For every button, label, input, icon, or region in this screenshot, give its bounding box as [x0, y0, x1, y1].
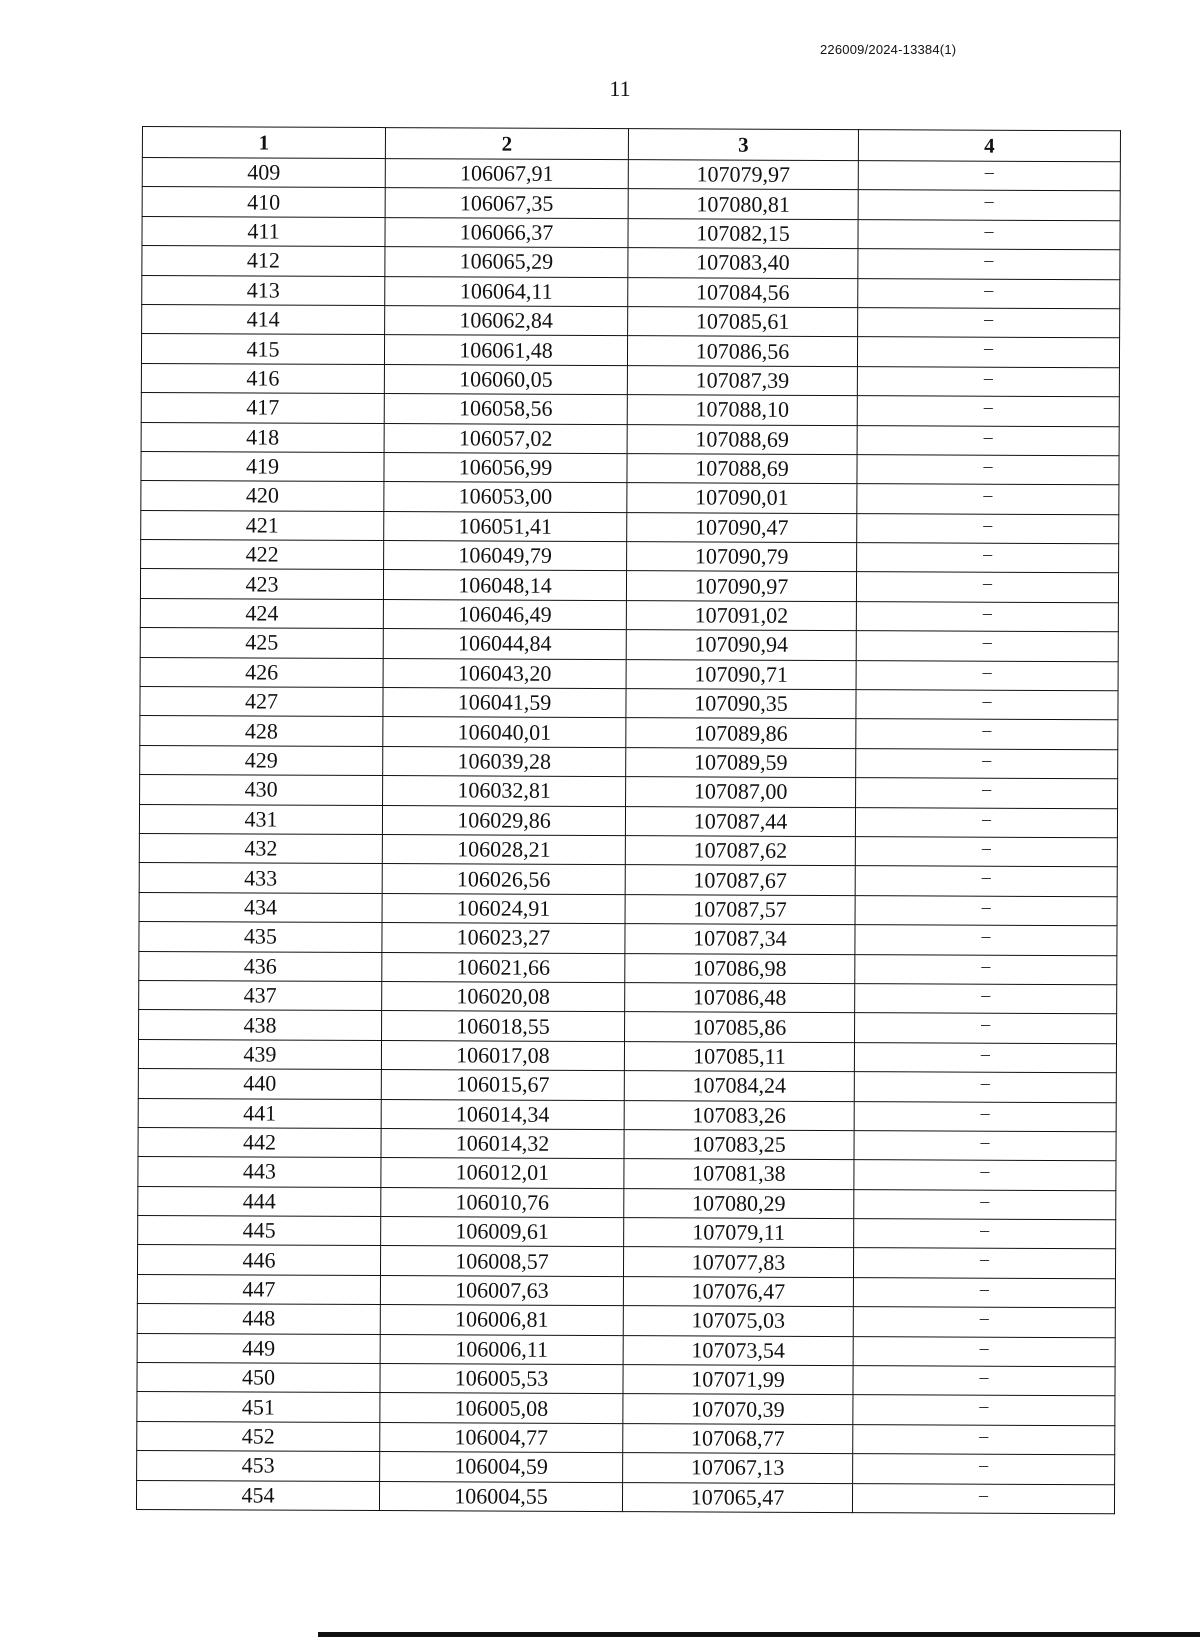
- point-number-cell: 433: [139, 863, 382, 893]
- table-row: [139, 980, 1117, 1014]
- point-number-cell: 421: [141, 510, 384, 540]
- y-coordinate-cell: 107067,13: [623, 1453, 853, 1483]
- y-coordinate-cell: 107065,47: [622, 1482, 852, 1512]
- note-cell: –: [856, 601, 1118, 632]
- table-row: [142, 275, 1120, 309]
- y-coordinate-cell: 107091,02: [626, 600, 856, 630]
- x-coordinate-cell: 106004,59: [380, 1452, 623, 1482]
- x-coordinate-cell: 106028,21: [382, 835, 625, 865]
- x-coordinate-cell: 106023,27: [382, 923, 625, 953]
- column-header: 3: [628, 129, 858, 161]
- x-coordinate-cell: 106062,84: [385, 306, 628, 336]
- point-number-cell: 414: [142, 304, 385, 334]
- y-coordinate-cell: 107089,59: [626, 747, 856, 777]
- y-coordinate-cell: 107077,83: [623, 1247, 853, 1277]
- table-row: [142, 216, 1120, 250]
- point-number-cell: 427: [140, 687, 383, 717]
- point-number-cell: 442: [138, 1127, 381, 1157]
- y-coordinate-cell: 107090,94: [626, 630, 856, 660]
- x-coordinate-cell: 106065,29: [385, 247, 628, 277]
- x-coordinate-cell: 106029,86: [382, 805, 625, 835]
- table-row: [140, 628, 1118, 662]
- y-coordinate-cell: 107083,40: [628, 248, 858, 278]
- x-coordinate-cell: 106060,05: [384, 364, 627, 394]
- x-coordinate-cell: 106061,48: [384, 335, 627, 365]
- x-coordinate-cell: 106058,56: [384, 394, 627, 424]
- x-coordinate-cell: 106021,66: [382, 952, 625, 982]
- y-coordinate-cell: 107086,98: [625, 953, 855, 983]
- table-row: [141, 393, 1119, 427]
- y-coordinate-cell: 107090,35: [626, 689, 856, 719]
- x-coordinate-cell: 106041,59: [383, 688, 626, 718]
- table-row: [137, 1392, 1115, 1426]
- point-number-cell: 409: [142, 158, 385, 188]
- table-row: [140, 687, 1118, 721]
- table-body: [136, 158, 1120, 1514]
- x-coordinate-cell: 106012,01: [381, 1158, 624, 1188]
- y-coordinate-cell: 107076,47: [623, 1276, 853, 1306]
- note-cell: –: [858, 161, 1120, 192]
- point-number-cell: 435: [139, 922, 382, 952]
- note-cell: –: [854, 1160, 1116, 1191]
- table-row: [137, 1333, 1115, 1367]
- point-number-cell: 439: [138, 1039, 381, 1069]
- x-coordinate-cell: 106017,08: [381, 1040, 624, 1070]
- point-number-cell: 415: [141, 334, 384, 364]
- y-coordinate-cell: 107090,71: [626, 659, 856, 689]
- table-row: [141, 510, 1119, 544]
- note-cell: –: [855, 895, 1117, 926]
- y-coordinate-cell: 107087,39: [627, 365, 857, 395]
- note-cell: –: [854, 1189, 1116, 1220]
- y-coordinate-cell: 107080,29: [624, 1188, 854, 1218]
- table-row: [137, 1363, 1115, 1397]
- note-cell: –: [857, 337, 1119, 368]
- note-cell: –: [857, 396, 1119, 427]
- note-cell: –: [854, 1042, 1116, 1073]
- note-cell: –: [854, 1072, 1116, 1103]
- y-coordinate-cell: 107085,86: [625, 1012, 855, 1042]
- coordinates-table: [136, 126, 1121, 1514]
- point-number-cell: 440: [138, 1069, 381, 1099]
- table-row: [139, 922, 1117, 956]
- table-row: [136, 1480, 1114, 1514]
- point-number-cell: 451: [137, 1392, 380, 1422]
- note-cell: –: [853, 1248, 1115, 1279]
- note-cell: –: [855, 837, 1117, 868]
- y-coordinate-cell: 107087,62: [625, 836, 855, 866]
- note-cell: –: [854, 1131, 1116, 1162]
- x-coordinate-cell: 106053,00: [384, 482, 627, 512]
- table-row: [141, 481, 1119, 515]
- point-number-cell: 410: [142, 187, 385, 217]
- table-row: [138, 1069, 1116, 1103]
- point-number-cell: 430: [140, 775, 383, 805]
- point-number-cell: 424: [140, 598, 383, 628]
- y-coordinate-cell: 107082,15: [628, 218, 858, 248]
- note-cell: –: [857, 455, 1119, 486]
- table-row: [141, 540, 1119, 574]
- x-coordinate-cell: 106004,77: [380, 1422, 623, 1452]
- y-coordinate-cell: 107071,99: [623, 1365, 853, 1395]
- note-cell: –: [858, 190, 1120, 221]
- note-cell: –: [856, 631, 1118, 662]
- point-number-cell: 422: [141, 540, 384, 570]
- point-number-cell: 450: [137, 1363, 380, 1393]
- point-number-cell: 438: [139, 1010, 382, 1040]
- table-row: [139, 863, 1117, 897]
- note-cell: –: [858, 278, 1120, 309]
- table-row: [139, 1010, 1117, 1044]
- point-number-cell: 443: [138, 1157, 381, 1187]
- table-row: [137, 1274, 1115, 1308]
- x-coordinate-cell: 106040,01: [383, 717, 626, 747]
- y-coordinate-cell: 107085,61: [628, 307, 858, 337]
- point-number-cell: 412: [142, 246, 385, 276]
- y-coordinate-cell: 107090,01: [627, 483, 857, 513]
- y-coordinate-cell: 107087,44: [625, 806, 855, 836]
- table-row: [140, 716, 1118, 750]
- table-row: [138, 1039, 1116, 1073]
- y-coordinate-cell: 107090,97: [626, 571, 856, 601]
- point-number-cell: 444: [138, 1186, 381, 1216]
- note-cell: –: [858, 249, 1120, 280]
- table-row: [139, 951, 1117, 985]
- table-header-row: [142, 127, 1120, 162]
- x-coordinate-cell: 106018,55: [382, 1011, 625, 1041]
- point-number-cell: 428: [140, 716, 383, 746]
- point-number-cell: 437: [139, 980, 382, 1010]
- x-coordinate-cell: 106006,81: [380, 1305, 623, 1335]
- point-number-cell: 447: [137, 1274, 380, 1304]
- note-cell: –: [853, 1277, 1115, 1308]
- x-coordinate-cell: 106043,20: [383, 658, 626, 688]
- x-coordinate-cell: 106032,81: [383, 776, 626, 806]
- table-row: [140, 745, 1118, 779]
- table-row: [137, 1304, 1115, 1338]
- x-coordinate-cell: 106014,32: [381, 1128, 624, 1158]
- y-coordinate-cell: 107090,79: [627, 542, 857, 572]
- point-number-cell: 423: [140, 569, 383, 599]
- x-coordinate-cell: 106014,34: [381, 1099, 624, 1129]
- x-coordinate-cell: 106064,11: [385, 276, 628, 306]
- y-coordinate-cell: 107079,97: [628, 160, 858, 190]
- y-coordinate-cell: 107087,57: [625, 894, 855, 924]
- x-coordinate-cell: 106057,02: [384, 423, 627, 453]
- x-coordinate-cell: 106049,79: [384, 541, 627, 571]
- table-row: [137, 1451, 1115, 1485]
- x-coordinate-cell: 106039,28: [383, 746, 626, 776]
- table-row: [142, 158, 1120, 192]
- y-coordinate-cell: 107087,34: [625, 924, 855, 954]
- table-row: [142, 304, 1120, 338]
- table-row: [140, 657, 1118, 691]
- note-cell: –: [857, 484, 1119, 515]
- x-coordinate-cell: 106005,08: [380, 1393, 623, 1423]
- x-coordinate-cell: 106007,63: [380, 1275, 623, 1305]
- y-coordinate-cell: 107087,67: [625, 865, 855, 895]
- column-header: 4: [858, 130, 1120, 162]
- y-coordinate-cell: 107068,77: [623, 1423, 853, 1453]
- point-number-cell: 454: [136, 1480, 379, 1510]
- footer-rule: [318, 1632, 1200, 1637]
- table-row: [141, 334, 1119, 368]
- x-coordinate-cell: 106046,49: [383, 599, 626, 629]
- note-cell: –: [855, 866, 1117, 897]
- note-cell: –: [858, 219, 1120, 250]
- x-coordinate-cell: 106044,84: [383, 629, 626, 659]
- table-row: [142, 187, 1120, 221]
- point-number-cell: 431: [139, 804, 382, 834]
- note-cell: –: [857, 366, 1119, 397]
- y-coordinate-cell: 107087,00: [626, 777, 856, 807]
- y-coordinate-cell: 107083,25: [624, 1130, 854, 1160]
- note-cell: –: [857, 513, 1119, 544]
- note-cell: –: [853, 1454, 1115, 1485]
- y-coordinate-cell: 107075,03: [623, 1306, 853, 1336]
- point-number-cell: 418: [141, 422, 384, 452]
- table-row: [141, 363, 1119, 397]
- y-coordinate-cell: 107088,69: [627, 424, 857, 454]
- y-coordinate-cell: 107084,24: [624, 1071, 854, 1101]
- point-number-cell: 416: [141, 363, 384, 393]
- point-number-cell: 413: [142, 275, 385, 305]
- note-cell: –: [856, 778, 1118, 809]
- x-coordinate-cell: 106048,14: [383, 570, 626, 600]
- point-number-cell: 446: [137, 1245, 380, 1275]
- note-cell: –: [855, 954, 1117, 985]
- point-number-cell: 420: [141, 481, 384, 511]
- table-row: [138, 1216, 1116, 1250]
- table-row: [139, 804, 1117, 838]
- table-row: [137, 1245, 1115, 1279]
- table-row: [138, 1098, 1116, 1132]
- note-cell: –: [856, 719, 1118, 750]
- x-coordinate-cell: 106006,11: [380, 1334, 623, 1364]
- column-header: 1: [142, 127, 385, 159]
- table-row: [138, 1157, 1116, 1191]
- note-cell: –: [853, 1307, 1115, 1338]
- point-number-cell: 429: [140, 745, 383, 775]
- table-row: [141, 451, 1119, 485]
- point-number-cell: 436: [139, 951, 382, 981]
- note-cell: –: [855, 1013, 1117, 1044]
- note-cell: –: [856, 690, 1118, 721]
- note-cell: –: [857, 425, 1119, 456]
- table-row: [140, 598, 1118, 632]
- note-cell: –: [855, 807, 1117, 838]
- y-coordinate-cell: 107086,48: [625, 983, 855, 1013]
- point-number-cell: 419: [141, 451, 384, 481]
- table-row: [140, 775, 1118, 809]
- table-row: [138, 1127, 1116, 1161]
- x-coordinate-cell: 106008,57: [380, 1246, 623, 1276]
- x-coordinate-cell: 106004,55: [379, 1481, 622, 1511]
- x-coordinate-cell: 106020,08: [382, 981, 625, 1011]
- note-cell: –: [855, 984, 1117, 1015]
- y-coordinate-cell: 107080,81: [628, 189, 858, 219]
- y-coordinate-cell: 107088,69: [627, 454, 857, 484]
- point-number-cell: 441: [138, 1098, 381, 1128]
- note-cell: –: [853, 1336, 1115, 1367]
- point-number-cell: 425: [140, 628, 383, 658]
- note-cell: –: [857, 543, 1119, 574]
- table-row: [142, 246, 1120, 280]
- x-coordinate-cell: 106009,61: [381, 1217, 624, 1247]
- note-cell: –: [852, 1483, 1114, 1514]
- note-cell: –: [853, 1366, 1115, 1397]
- point-number-cell: 417: [141, 393, 384, 423]
- column-header: 2: [385, 128, 628, 160]
- point-number-cell: 432: [139, 833, 382, 863]
- y-coordinate-cell: 107089,86: [626, 718, 856, 748]
- y-coordinate-cell: 107081,38: [624, 1159, 854, 1189]
- note-cell: –: [853, 1395, 1115, 1426]
- x-coordinate-cell: 106051,41: [384, 511, 627, 541]
- y-coordinate-cell: 107086,56: [627, 336, 857, 366]
- x-coordinate-cell: 106066,37: [385, 217, 628, 247]
- y-coordinate-cell: 107083,26: [624, 1100, 854, 1130]
- note-cell: –: [854, 1219, 1116, 1250]
- x-coordinate-cell: 106067,91: [385, 159, 628, 189]
- point-number-cell: 445: [138, 1216, 381, 1246]
- page-number: 11: [609, 76, 631, 101]
- x-coordinate-cell: 106024,91: [382, 893, 625, 923]
- note-cell: –: [855, 925, 1117, 956]
- note-cell: –: [856, 572, 1118, 603]
- coordinates-table-wrapper: [136, 126, 1120, 1514]
- point-number-cell: 434: [139, 892, 382, 922]
- note-cell: –: [856, 660, 1118, 691]
- document-id: 226009/2024-13384(1): [820, 42, 957, 57]
- y-coordinate-cell: 107070,39: [623, 1394, 853, 1424]
- point-number-cell: 411: [142, 216, 385, 246]
- y-coordinate-cell: 107084,56: [628, 277, 858, 307]
- point-number-cell: 449: [137, 1333, 380, 1363]
- x-coordinate-cell: 106056,99: [384, 452, 627, 482]
- y-coordinate-cell: 107079,11: [624, 1218, 854, 1248]
- table-row: [138, 1186, 1116, 1220]
- x-coordinate-cell: 106067,35: [385, 188, 628, 218]
- point-number-cell: 448: [137, 1304, 380, 1334]
- x-coordinate-cell: 106026,56: [382, 864, 625, 894]
- y-coordinate-cell: 107073,54: [623, 1335, 853, 1365]
- y-coordinate-cell: 107088,10: [627, 395, 857, 425]
- point-number-cell: 453: [137, 1451, 380, 1481]
- note-cell: –: [854, 1101, 1116, 1132]
- table-row: [139, 833, 1117, 867]
- x-coordinate-cell: 106015,67: [381, 1070, 624, 1100]
- note-cell: –: [858, 308, 1120, 339]
- table-row: [137, 1421, 1115, 1455]
- y-coordinate-cell: 107085,11: [624, 1041, 854, 1071]
- table-row: [141, 422, 1119, 456]
- point-number-cell: 452: [137, 1421, 380, 1451]
- table-row: [139, 892, 1117, 926]
- x-coordinate-cell: 106005,53: [380, 1364, 623, 1394]
- note-cell: –: [853, 1424, 1115, 1455]
- x-coordinate-cell: 106010,76: [381, 1187, 624, 1217]
- table-row: [140, 569, 1118, 603]
- point-number-cell: 426: [140, 657, 383, 687]
- note-cell: –: [856, 748, 1118, 779]
- y-coordinate-cell: 107090,47: [627, 512, 857, 542]
